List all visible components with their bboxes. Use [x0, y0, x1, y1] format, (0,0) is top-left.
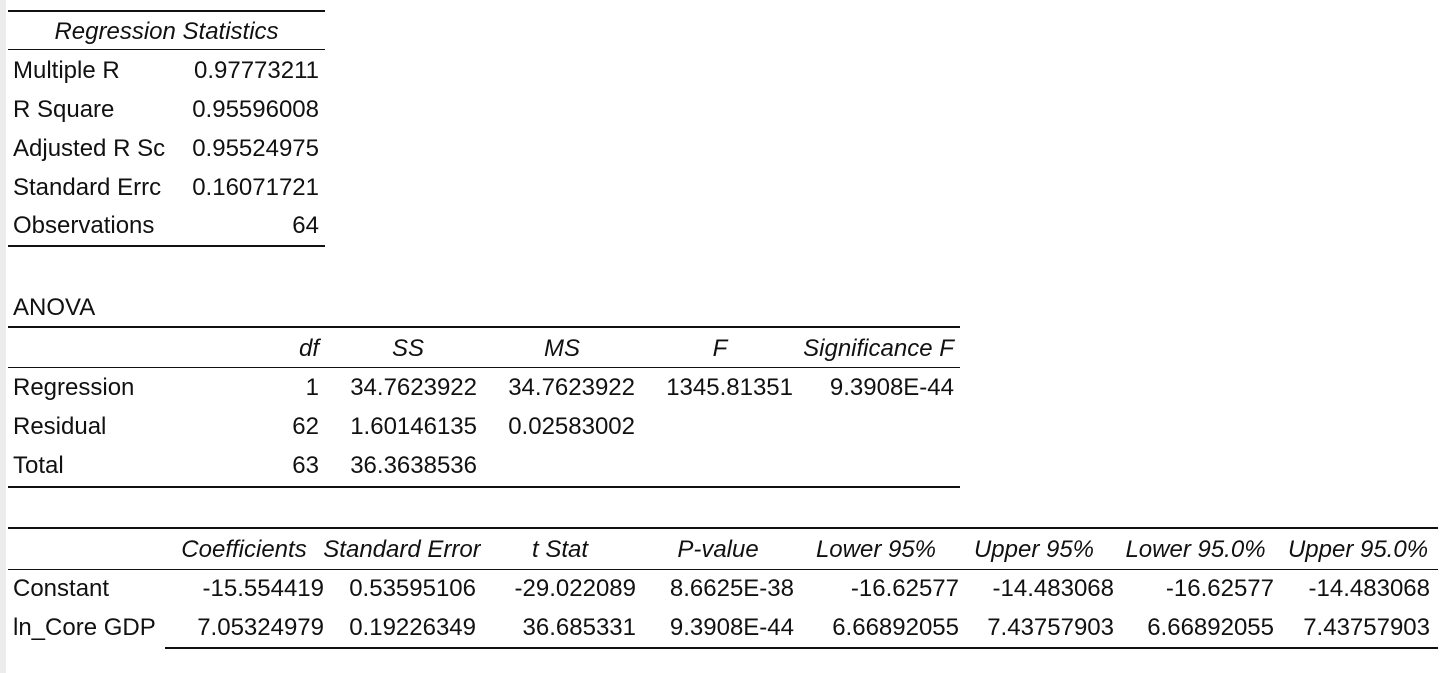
anova-f: 1345.81351: [666, 374, 793, 401]
coef-value: 7.05324979: [197, 614, 324, 641]
anova-ss: 34.7623922: [350, 374, 477, 401]
coef-header: Upper 95.0%: [1287, 536, 1429, 563]
coef-value: 36.685331: [522, 614, 636, 641]
table-top-border: [8, 10, 325, 12]
anova-header-df: df: [298, 335, 319, 362]
coef-value: 0.53595106: [349, 575, 476, 602]
coef-value: 6.66892055: [1147, 614, 1274, 641]
anova-df: 1: [305, 374, 319, 401]
stat-value: 0.95596008: [192, 96, 319, 123]
table-top-border: [8, 527, 1438, 529]
anova-ms: 34.7623922: [508, 374, 635, 401]
stat-label: R Square: [13, 96, 115, 123]
sheet-left-edge: [0, 0, 6, 673]
coef-value: -15.554419: [202, 575, 324, 602]
anova-significance-f: 9.3908E-44: [829, 374, 954, 401]
table-bottom-border: [165, 647, 1438, 649]
coef-header: P-value: [677, 536, 759, 563]
coef-value: 7.43757903: [987, 614, 1114, 641]
coef-value: 0.19226349: [349, 614, 476, 641]
coef-row-label: Constant: [13, 575, 110, 602]
coef-value: 6.66892055: [832, 614, 959, 641]
anova-ss: 36.3638536: [350, 452, 477, 479]
table-top-border: [8, 326, 960, 328]
coef-header: Lower 95.0%: [1125, 536, 1266, 563]
anova-ms: 0.02583002: [508, 413, 635, 440]
stat-value: 0.97773211: [193, 57, 319, 84]
anova-header-ms: MS: [544, 335, 580, 362]
anova-row-label: Residual: [13, 413, 107, 440]
coef-value: -14.483068: [1308, 575, 1430, 602]
coef-header: Standard Error: [323, 536, 481, 563]
anova-header-significance-f: Significance F: [803, 335, 954, 362]
stat-value: 0.16071721: [192, 174, 319, 201]
coef-value: -16.62577: [850, 575, 959, 602]
anova-title: ANOVA: [13, 294, 96, 321]
anova-ss: 1.60146135: [350, 413, 477, 440]
stat-label: Multiple R: [13, 57, 120, 84]
stat-label: Adjusted R Sc: [13, 135, 166, 162]
coef-header: Lower 95%: [815, 536, 937, 563]
coef-value: 7.43757903: [1303, 614, 1430, 641]
coef-header: Upper 95%: [973, 536, 1095, 563]
anova-row-label: Total: [13, 452, 64, 479]
regression-statistics-title: Regression Statistics: [54, 18, 279, 45]
anova-header-ss: SS: [391, 335, 424, 362]
coef-value: -29.022089: [514, 575, 636, 602]
coef-value: 8.6625E-38: [669, 575, 794, 602]
table-bottom-border: [8, 245, 325, 247]
coef-value: -16.62577: [1165, 575, 1274, 602]
coef-header: Coefficients: [181, 536, 307, 563]
table-bottom-border: [8, 486, 960, 488]
anova-df: 62: [292, 413, 319, 440]
stat-label: Standard Errc: [13, 174, 162, 201]
anova-df: 63: [292, 452, 319, 479]
coef-row-label: ln_Core GDP: [13, 614, 156, 641]
coef-value: 9.3908E-44: [669, 614, 794, 641]
coef-header: t Stat: [531, 536, 589, 563]
stat-label: Observations: [13, 212, 155, 239]
coef-value: -14.483068: [992, 575, 1114, 602]
anova-header-f: F: [712, 335, 728, 362]
stat-value: 64: [292, 212, 319, 239]
header-underline: [8, 49, 325, 50]
anova-row-label: Regression: [13, 374, 135, 401]
stat-value: 0.95524975: [192, 135, 319, 162]
header-underline: [8, 367, 960, 368]
